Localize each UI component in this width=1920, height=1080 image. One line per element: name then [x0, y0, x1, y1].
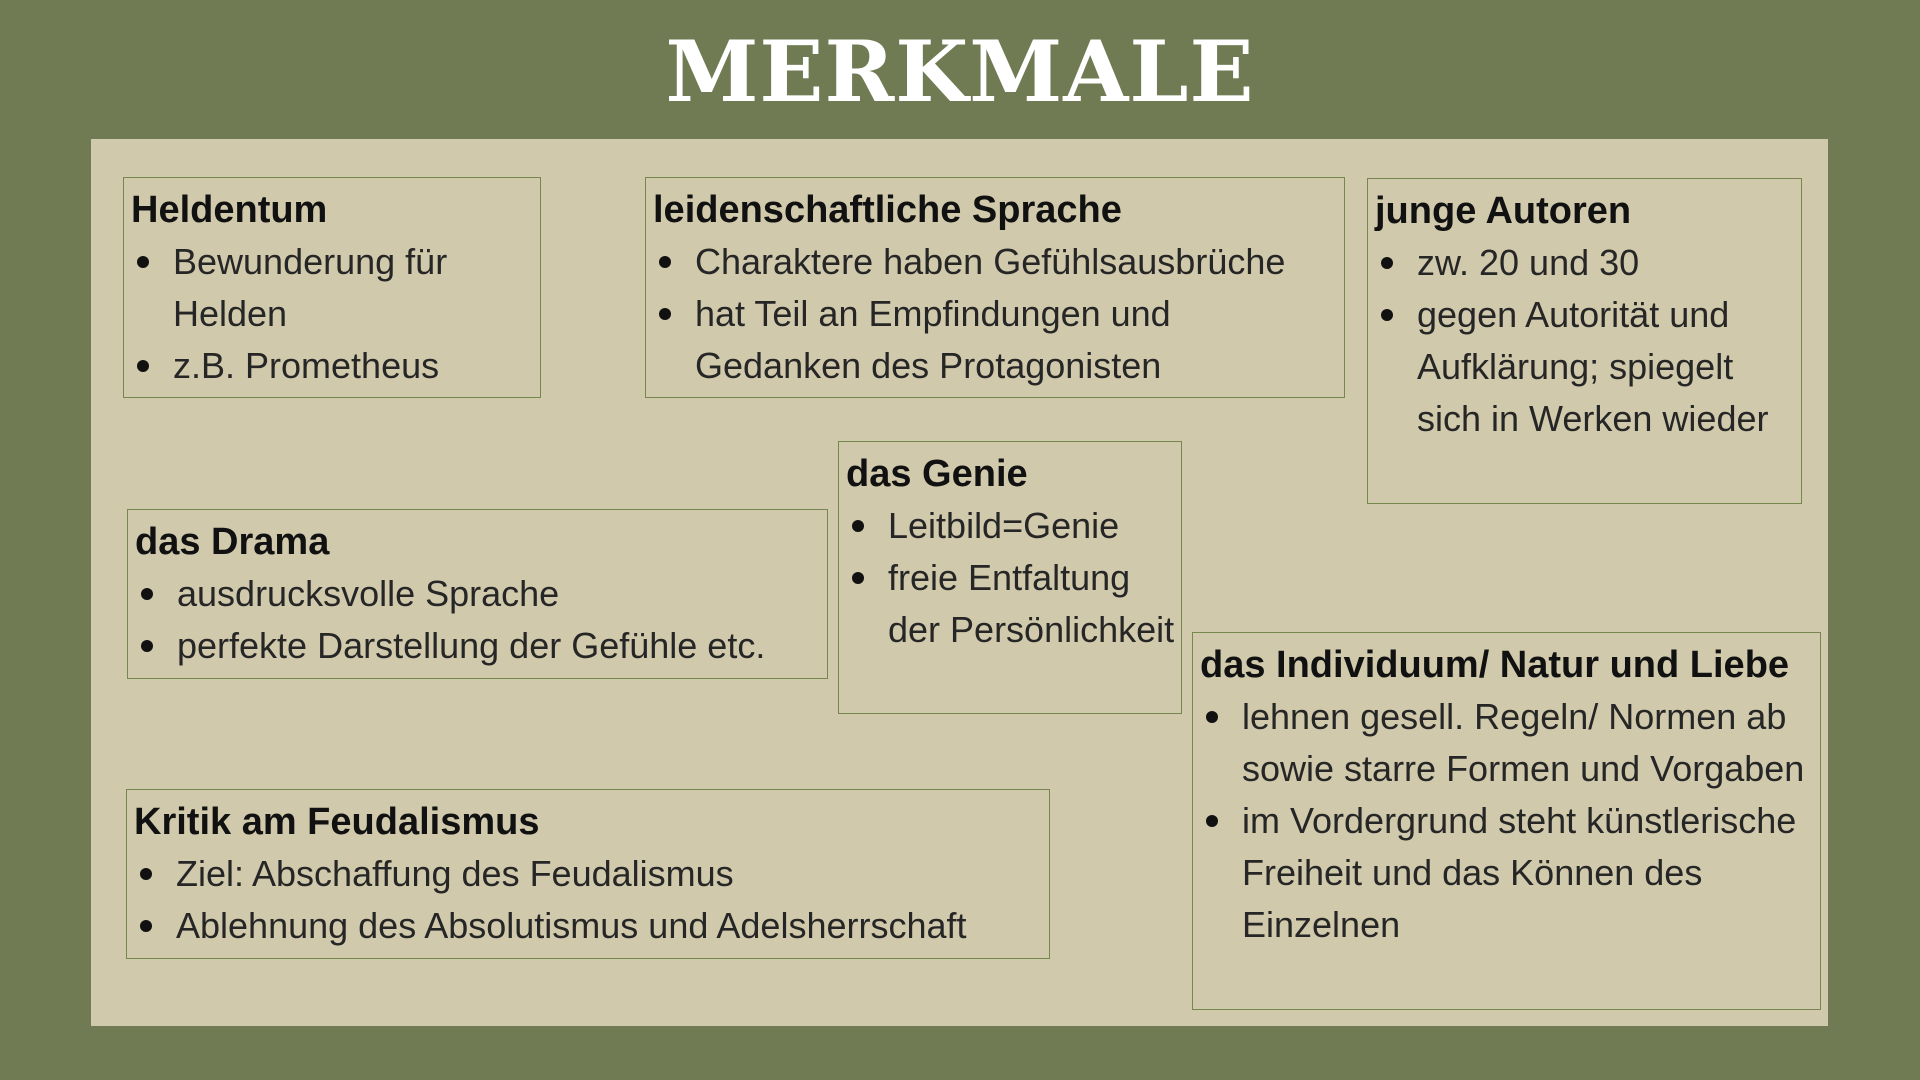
- card-das-genie: [838, 441, 1182, 714]
- bullet-list: [1200, 691, 1814, 951]
- bullet-list: [653, 236, 1338, 392]
- bullet-list: [135, 568, 821, 672]
- bullet-item: perfekte Darstellung der Gefühle etc.: [135, 620, 821, 672]
- bullet-item: Bewunderung für Helden: [131, 236, 534, 340]
- card-heading: Heldentum: [131, 189, 328, 231]
- card-das-individuum: [1192, 632, 1821, 1010]
- bullet-list: [846, 500, 1175, 656]
- bullet-item: gegen Autorität und Aufklärung; spiegelt sich in Werken wieder: [1375, 289, 1795, 445]
- bullet-item: Ziel: Abschaffung des Feudalismus: [134, 848, 1043, 900]
- bullet-item: zw. 20 und 30: [1375, 237, 1795, 289]
- bullet-item: Leitbild=Genie: [846, 500, 1175, 552]
- bullet-item: Charaktere haben Gefühlsausbrüche: [653, 236, 1338, 288]
- card-heading: das Individuum/ Natur und Liebe: [1200, 644, 1790, 686]
- bullet-item: Ablehnung des Absolutismus und Adelsherrschaft: [134, 900, 1043, 952]
- card-heading: junge Autoren: [1375, 190, 1632, 232]
- bullet-item: freie Entfaltung der Persönlichkeit: [846, 552, 1175, 656]
- card-heading: das Genie: [846, 453, 1028, 495]
- bullet-item: z.B. Prometheus: [131, 340, 534, 392]
- card-heading: leidenschaftliche Sprache: [653, 189, 1122, 231]
- bullet-item: im Vordergrund steht künstlerische Freiheit und das Können des Einzelnen: [1200, 795, 1814, 951]
- card-junge-autoren: [1367, 178, 1802, 504]
- bullet-item: lehnen gesell. Regeln/ Normen ab sowie starre Formen und Vorgaben: [1200, 691, 1814, 795]
- bullet-list: [1375, 237, 1795, 445]
- card-heading: Kritik am Feudalismus: [134, 801, 540, 843]
- bullet-item: ausdrucksvolle Sprache: [135, 568, 821, 620]
- card-heading: das Drama: [135, 521, 330, 563]
- bullet-list: [131, 236, 534, 392]
- card-kritik-am-feudalismus: [126, 789, 1050, 959]
- card-leidenschaftliche-sprache: [645, 177, 1345, 398]
- page-title: MERKMALE: [665, 22, 1255, 121]
- card-heldentum: [123, 177, 541, 398]
- bullet-item: hat Teil an Empfindungen und Gedanken des Protagonisten: [653, 288, 1338, 392]
- card-das-drama: [127, 509, 828, 679]
- bullet-list: [134, 848, 1043, 952]
